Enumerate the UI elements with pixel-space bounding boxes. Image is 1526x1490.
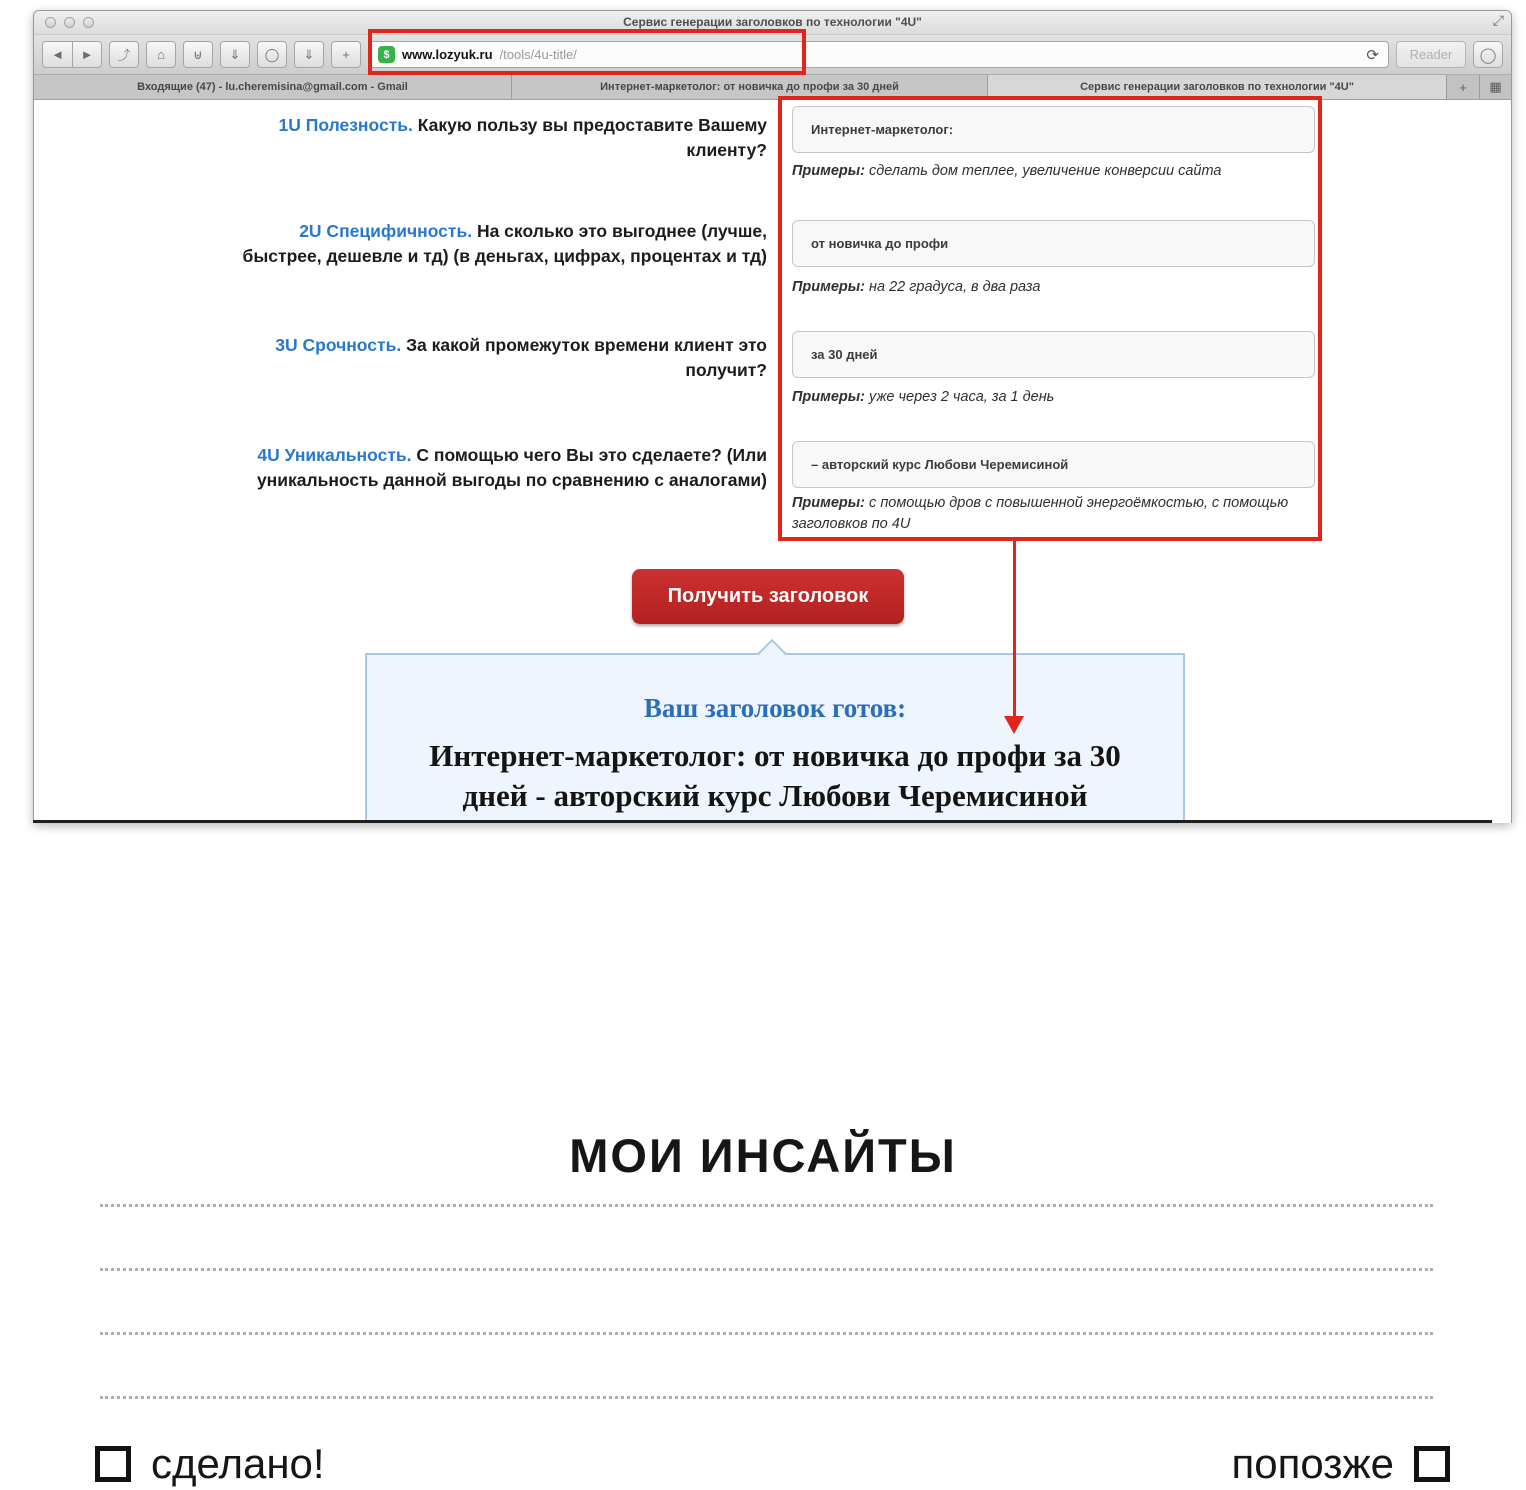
- done-group: [95, 1440, 325, 1488]
- annotation-form-box: [778, 96, 1322, 541]
- example-text: на 22 градуса, в два раза: [869, 279, 1041, 295]
- tab-gmail[interactable]: Входящие (47) - lu.cheremisina@gmail.com - Gmail: [34, 75, 512, 99]
- zoom-window-button[interactable]: [83, 17, 94, 28]
- back-icon: ◄: [51, 47, 64, 62]
- new-tab-button[interactable]: +: [1447, 75, 1480, 99]
- u-label-3u: 3U Срочность.: [275, 335, 402, 355]
- minimize-window-button[interactable]: [64, 17, 75, 28]
- example-label: Примеры:: [792, 163, 866, 179]
- annotation-arrow-head-icon: [1004, 716, 1024, 734]
- forward-button[interactable]: [72, 41, 102, 68]
- fullscreen-icon[interactable]: ⤢: [1492, 12, 1504, 28]
- traffic-lights: [45, 17, 94, 28]
- result-box: [365, 653, 1185, 823]
- example-text: с помощью дров с повышенной энергоёмкостью, с помощью заголовков по 4U: [792, 495, 1289, 533]
- example-text: сделать дом теплее, увеличение конверсии сайта: [869, 163, 1222, 179]
- screenshot-cut-line: [33, 820, 1492, 823]
- share-button[interactable]: [109, 41, 139, 68]
- u-label-4u: 4U Уникальность.: [257, 445, 412, 465]
- reader-button[interactable]: Reader: [1396, 41, 1466, 68]
- nav-buttons: [42, 41, 102, 68]
- example-label: Примеры:: [792, 495, 866, 511]
- share-icon: ⤴: [117, 48, 131, 63]
- example-label: Примеры:: [792, 279, 866, 295]
- plus-icon: +: [342, 47, 350, 62]
- tab-overview-button[interactable]: ▦: [1480, 75, 1511, 99]
- question-text-3u: За какой промежуток времени клиент это получит?: [406, 335, 767, 380]
- example-text: уже через 2 часа, за 1 день: [869, 389, 1055, 405]
- annotation-url-box: [368, 29, 806, 75]
- result-text: Интернет-маркетолог: от новичка до профи за 30 дней - авторский курс Любови Черемисиной: [429, 738, 1121, 813]
- download-button[interactable]: [220, 41, 250, 68]
- site-favicon-icon: $: [378, 46, 395, 63]
- annotation-arrow: [1013, 541, 1016, 716]
- close-window-button[interactable]: [45, 17, 56, 28]
- download2-button[interactable]: [294, 41, 324, 68]
- tab-4u-service[interactable]: Сервис генерации заголовков по технологии "4U": [988, 75, 1447, 99]
- done-checkbox[interactable]: [95, 1446, 131, 1482]
- download-icon: ⇓: [229, 46, 241, 62]
- result-heading: Ваш заголовок готов:: [643, 693, 907, 723]
- question-3u: [230, 333, 767, 383]
- topsites-button[interactable]: [183, 41, 213, 68]
- question-1u: [230, 113, 767, 163]
- forward-icon: ►: [80, 47, 94, 62]
- downloads-ring-icon: ◯: [1479, 46, 1497, 64]
- later-label: попозже: [1231, 1440, 1394, 1487]
- insights-title: МОИ ИНСАЙТЫ: [569, 1129, 957, 1182]
- get-title-button[interactable]: Получить заголовок: [632, 569, 904, 624]
- back-button[interactable]: [42, 41, 72, 68]
- window-title: Сервис генерации заголовков по технологии "4U": [623, 15, 922, 29]
- example-label: Примеры:: [792, 389, 866, 405]
- question-text-1u: Какую пользу вы предоставите Вашему клиенту?: [417, 115, 767, 160]
- done-label: сделано!: [151, 1440, 325, 1487]
- refresh-icon[interactable]: ⟳: [1366, 46, 1379, 64]
- url-path: /tools/4u-title/: [499, 47, 577, 62]
- u-label-1u: 1U Полезность.: [278, 115, 413, 135]
- download-icon: ⇓: [303, 46, 315, 62]
- insight-line[interactable]: [100, 1332, 1433, 1335]
- insight-line[interactable]: [100, 1268, 1433, 1271]
- home-icon: ⌂: [157, 47, 165, 62]
- topsites-icon: ⊎: [193, 46, 203, 62]
- new-window-button[interactable]: [331, 41, 361, 68]
- later-group: [1232, 1440, 1450, 1488]
- url-domain: www.lozyuk.ru: [402, 47, 493, 62]
- u-label-2u: 2U Специфичность.: [299, 221, 473, 241]
- insight-line[interactable]: [100, 1396, 1433, 1399]
- question-4u: [230, 443, 767, 493]
- downloads-popover-button[interactable]: [1473, 41, 1503, 68]
- question-text-4u: С помощью чего Вы это сделаете? (Или уникальность данной выгоды по сравнению с аналогами): [256, 445, 767, 490]
- ring-icon: ◯: [264, 46, 280, 62]
- question-2u: [230, 219, 767, 269]
- home-button[interactable]: [146, 41, 176, 68]
- extension-button[interactable]: [257, 41, 287, 68]
- insight-line[interactable]: [100, 1204, 1433, 1207]
- tab-course[interactable]: Интернет-маркетолог: от новичка до профи за 30 дней: [512, 75, 988, 99]
- question-text-2u: На сколько это выгоднее (лучше, быстрее, дешевле и тд) (в деньгах, цифрах, процентах и тд): [242, 221, 767, 266]
- later-checkbox[interactable]: [1414, 1446, 1450, 1482]
